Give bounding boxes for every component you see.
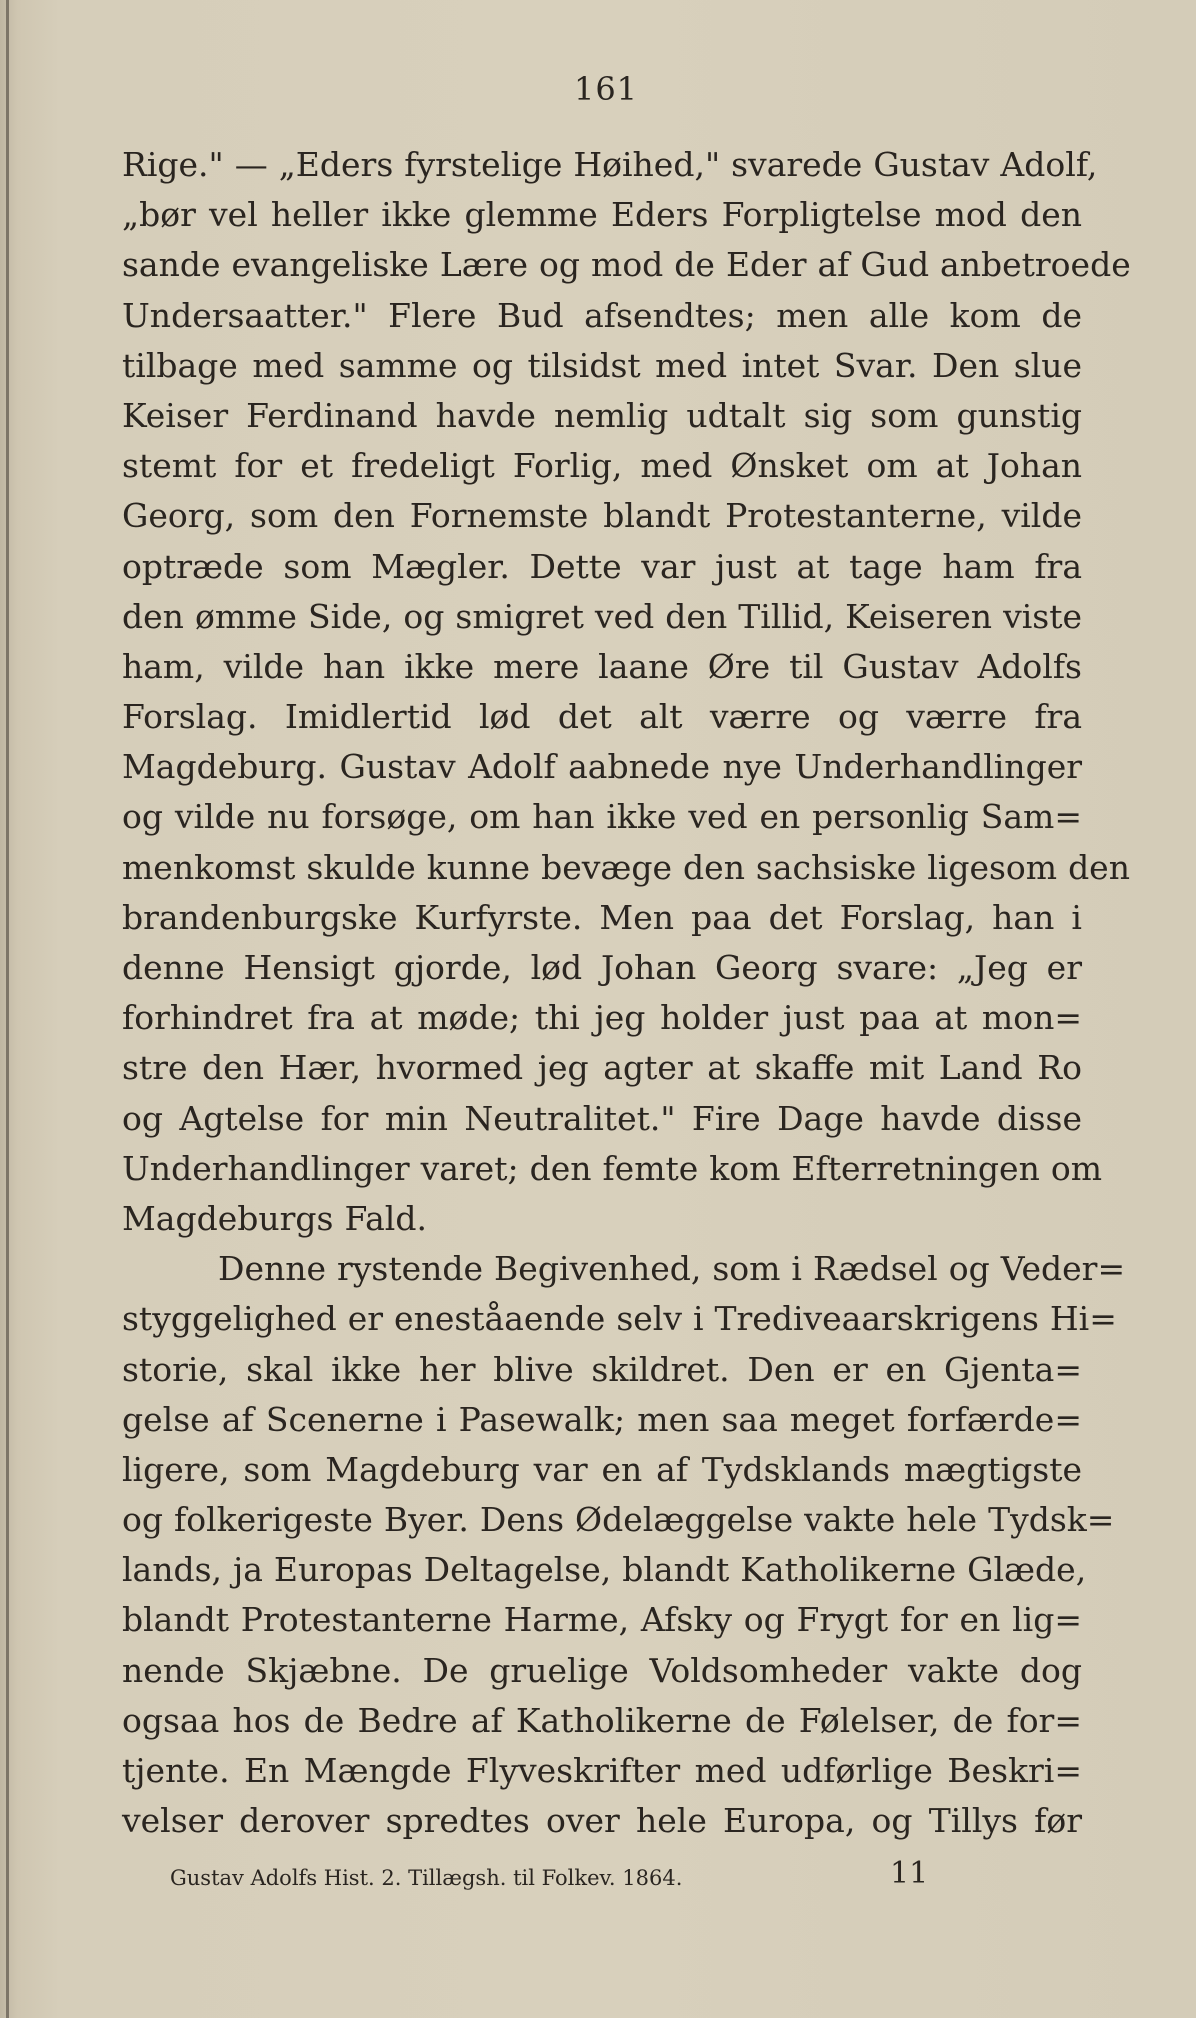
text-line: stemt for et fredeligt Forlig, med Ønsket om at Johan — [122, 446, 1082, 486]
text-line: Keiser Ferdinand havde nemlig udtalt sig som gunstig — [122, 395, 1082, 435]
signature-mark: 11 — [890, 1856, 929, 1891]
text-line: lands, ja Europas Deltagelse, blandt Katholikerne Glæde, — [122, 1550, 1087, 1590]
text-line: ham, vilde han ikke mere laane Øre til Gustav Adolfs — [122, 646, 1082, 686]
text-line: brandenburgske Kurfyrste. Men paa det Forslag, han i — [122, 897, 1082, 937]
text-line: velser derover spredtes over hele Europa, og Tillys før — [122, 1801, 1082, 1841]
text-line: Forslag. Imidlertid lød det alt værre og værre fra — [122, 697, 1082, 737]
paragraph-start-line: Denne rystende Begivenhed, som i Rædsel og Veder= — [218, 1249, 1126, 1289]
text-line: gelse af Scenerne i Pasewalk; men saa meget forfærde= — [122, 1399, 1082, 1439]
text-line: menkomst skulde kunne bevæge den sachsiske ligesom den — [122, 847, 1130, 887]
text-line: blandt Protestanterne Harme, Afsky og Frygt for en lig= — [122, 1600, 1082, 1640]
text-line: den ømme Side, og smigret ved den Tillid, Keiseren viste — [122, 596, 1082, 636]
text-line: ligere, som Magdeburg var en af Tydsklands mægtigste — [122, 1449, 1082, 1489]
text-line: og Agtelse for min Neutralitet." Fire Dage havde disse — [122, 1098, 1082, 1138]
text-line: Underhandlinger varet; den femte kom Efterretningen om — [122, 1148, 1102, 1188]
book-spine-edge — [6, 0, 9, 2018]
text-line: Georg, som den Fornemste blandt Protestanterne, vilde — [122, 496, 1082, 536]
text-line: stre den Hær, hvormed jeg agter at skaffe mit Land Ro — [122, 1048, 1082, 1088]
text-line: optræde som Mægler. Dette var just at tage ham fra — [122, 546, 1082, 586]
text-line: og folkerigeste Byer. Dens Ødelæggelse vakte hele Tydsk= — [122, 1500, 1115, 1540]
text-line: denne Hensigt gjorde, lød Johan Georg svare: „Jeg er — [122, 948, 1082, 987]
paragraph-end-line: Magdeburgs Fald. — [122, 1198, 427, 1238]
text-line: Rige." — „Eders fyrstelige Høihed," svarede Gustav Adolf, — [122, 145, 1098, 184]
text-line: ogsaa hos de Bedre af Katholikerne de Følelser, de for= — [122, 1700, 1082, 1740]
text-line: Undersaatter." Flere Bud afsendtes; men alle kom de — [122, 295, 1082, 335]
page-footer — [170, 1856, 1070, 1896]
footer-book-title: Gustav Adolfs Hist. 2. Tillægsh. til Folkev. 1864. — [170, 1866, 683, 1890]
text-line: storie, skal ikke her blive skildret. Den er en Gjenta= — [122, 1349, 1082, 1389]
page-number: 161 — [573, 70, 639, 108]
text-line: og vilde nu forsøge, om han ikke ved en personlig Sam= — [122, 797, 1082, 837]
text-line: tjente. En Mængde Flyveskrifter med udførlige Beskri= — [122, 1751, 1082, 1790]
text-line: tilbage med samme og tilsidst med intet Svar. Den slue — [122, 345, 1082, 385]
text-line: nende Skjæbne. De gruelige Voldsomheder vakte dog — [122, 1650, 1082, 1690]
body-text — [122, 140, 1131, 1846]
text-line: „bør vel heller ikke glemme Eders Forpligtelse mod den — [122, 195, 1082, 235]
text-line: sande evangeliske Lære og mod de Eder af Gud anbetroede — [122, 245, 1131, 285]
text-line: forhindret fra at møde; thi jeg holder just paa at mon= — [122, 998, 1082, 1038]
text-line: styggelighed er eneståaende selv i Trediveaarskrigens Hi= — [122, 1299, 1117, 1339]
text-line: Magdeburg. Gustav Adolf aabnede nye Underhandlinger — [122, 747, 1082, 787]
